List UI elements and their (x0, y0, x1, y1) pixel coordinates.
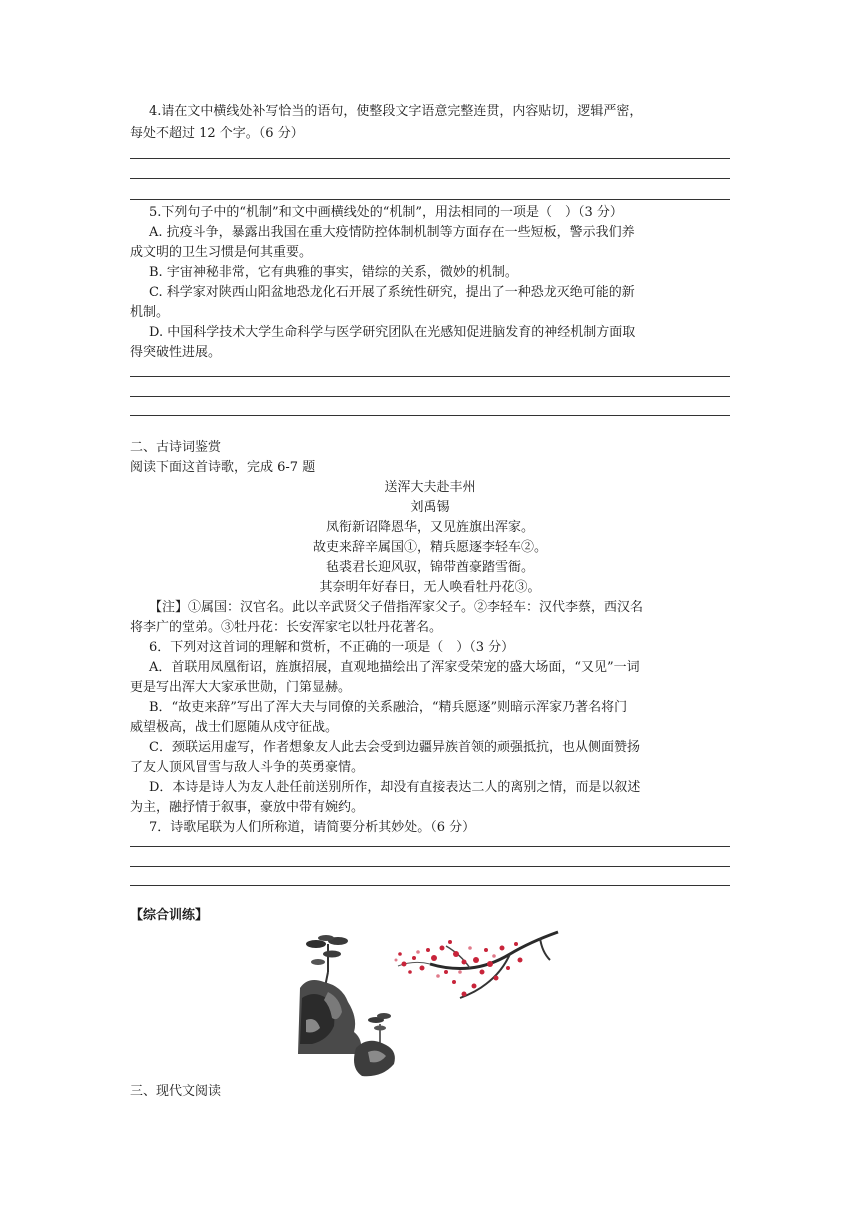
q6-option-c-cont: 了友人顶风冒雪与敌人斗争的英勇豪情。 (130, 760, 365, 775)
poem-author: 刘禹锡 (410, 500, 450, 515)
poem-line-3: 毡裘君长迎风驭，锦带酋豪踏雪衙。 (325, 560, 534, 575)
q6-option-d: D．本诗是诗人为友人赴任前送别所作，却没有直接表达二人的离别之情，而是以叙述 (149, 780, 641, 795)
q5-option-d-cont: 得突破性进展。 (130, 345, 222, 360)
answer-line (130, 376, 730, 377)
q6-option-b-cont: 威望极高，战士们愿随从戍守征战。 (130, 720, 339, 735)
answer-line (130, 178, 730, 179)
answer-line (130, 199, 730, 200)
q5-option-b: B. 宇宙神秘非常，它有典雅的事实，错综的关系，微妙的机制。 (149, 265, 518, 280)
q5-stem: 5.下列句子中的“机制”和文中画横线处的“机制”，用法相同的一项是（ ）（3 分） (149, 205, 623, 220)
q6-stem: 6．下列对这首词的理解和赏析，不正确的一项是（ ）（3 分） (149, 640, 515, 655)
q5-option-a: A. 抗疫斗争，暴露出我国在重大疫情防控体制机制等方面存在一些短板，警示我们养 (149, 225, 635, 240)
q6-option-a: A．首联用凤凰衔诏，旌旗招展，直观地描绘出了浑家受荣宠的盛大场面，“又见”一词 (149, 660, 640, 675)
poem-line-4: 其奈明年好春日，无人唤看牡丹花③。 (319, 580, 541, 595)
q7-stem: 7．诗歌尾联为人们所称道，请简要分析其妙处。（6 分） (149, 820, 476, 835)
answer-line (130, 158, 730, 159)
plum-blossom-illustration (390, 924, 560, 1008)
poem-title: 送浑大夫赴丰州 (384, 480, 476, 495)
q5-option-d: D. 中国科学技术大学生命科学与医学研究团队在光感知促进脑发育的神经机制方面取 (149, 325, 636, 340)
answer-line (130, 885, 730, 886)
practice-heading: 【综合训练】 (130, 908, 209, 923)
section-2-intro: 阅读下面这首诗歌，完成 6-7 题 (130, 460, 316, 475)
q6-option-b: B．“故吏来辞”写出了浑大夫与同僚的关系融洽，“精兵愿逐”则暗示浑家乃著名将门 (149, 700, 628, 715)
q5-option-c-cont: 机制。 (130, 305, 170, 320)
ink-landscape-illustration (298, 932, 400, 1080)
section-2-heading: 二、古诗词鉴赏 (130, 440, 222, 455)
answer-line (130, 396, 730, 397)
answer-line (130, 846, 730, 847)
section-3-heading: 三、现代文阅读 (130, 1084, 222, 1099)
q6-option-d-cont: 为主，融抒情于叙事，豪放中带有婉约。 (130, 800, 365, 815)
q5-option-a-cont: 成文明的卫生习惯是何其重要。 (130, 245, 313, 260)
answer-line (130, 415, 730, 416)
q6-option-a-cont: 更是写出浑大大家承世勋，门第显赫。 (130, 680, 352, 695)
q4-line-1: 4.请在文中横线处补写恰当的语句，使整段文字语意完整连贯，内容贴切，逻辑严密， (149, 104, 643, 119)
q6-option-c: C．颈联运用虚写，作者想象友人此去会受到边疆异族首领的顽强抵抗，也从侧面赞扬 (149, 740, 640, 755)
poem-note: 【注】①属国：汉官名。此以辛武贤父子借指浑家父子。②李轻车：汉代李蔡，西汉名 (149, 600, 644, 615)
answer-line (130, 866, 730, 867)
q5-option-c: C. 科学家对陕西山阳盆地恐龙化石开展了系统性研究，提出了一种恐龙灭绝可能的新 (149, 285, 635, 300)
poem-line-1: 凤衔新诏降恩华，又见旌旗出浑家。 (325, 520, 534, 535)
poem-line-2: 故吏来辞辛属国①，精兵愿逐李轻车②。 (312, 540, 547, 555)
poem-note-cont: 将李广的堂弟。③牡丹花：长安浑家宅以牡丹花著名。 (130, 620, 443, 635)
q4-line-2: 每处不超过 12 个字。（6 分） (130, 126, 304, 141)
